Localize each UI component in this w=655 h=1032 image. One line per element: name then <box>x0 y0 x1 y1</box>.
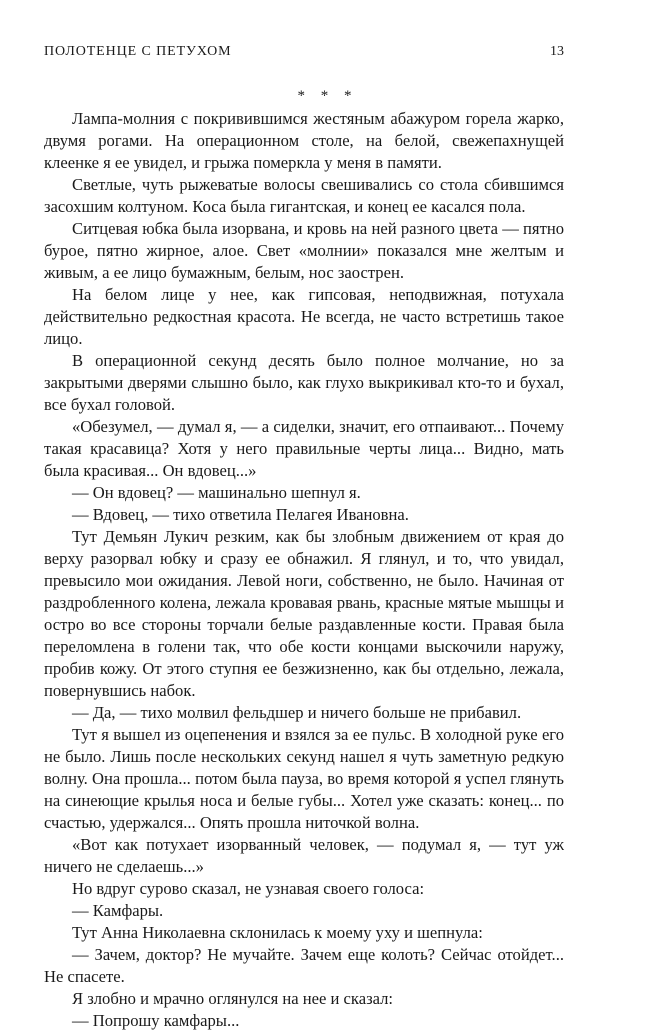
section-separator: * * * <box>297 88 358 104</box>
paragraph: Ситцевая юбка была изорвана, и кровь на ней разного цвета — пятно бурое, пятно жирное, алое. Свет «молнии» показался мне желтым и живым, а ее лицо бумажным, белым, нос заострен. <box>44 219 564 282</box>
paragraph: Лампа-молния с покривившимся жестяным абажуром горела жарко, двумя рогами. На операционном столе, на белой, свежепахнущей клеенке я ее увидел, и грыжа померкла у меня в памяти. <box>44 109 564 172</box>
paragraph: — Зачем, доктор? Не мучайте. Зачем еще колоть? Сейчас отойдет... Не спасете. <box>44 945 564 986</box>
paragraph: Но вдруг сурово сказал, не узнавая своего голоса: <box>72 879 425 898</box>
paragraph: На белом лице у нее, как гипсовая, неподвижная, потухала действительно редкостная красота. Не всегда, не часто встретишь такое лицо. <box>44 285 564 348</box>
paragraph: Тут Анна Николаевна склонилась к моему уху и шепнула: <box>72 923 483 942</box>
page-number: 13 <box>550 44 564 59</box>
body-text <box>44 108 564 1032</box>
paragraph: — Да, — тихо молвил фельдшер и ничего больше не прибавил. <box>72 703 522 722</box>
page-header <box>44 44 564 64</box>
paragraph: — Камфары. <box>72 901 164 920</box>
paragraph: Я злобно и мрачно оглянулся на нее и сказал: <box>72 989 394 1008</box>
paragraph: — Вдовец, — тихо ответила Пелагея Ивановна. <box>72 505 409 524</box>
paragraph: Тут Демьян Лукич резким, как бы злобным движением от края до верху разорвал юбку и сразу ее обнажил. Я глянул, и то, что увидал, превысило мои ожидания. Левой ноги, собственно, не было. Начиная от раздробленного колена, лежала кровавая рвань, красные мятые мышцы и остро во все стороны торчали белые раздавленные кости. Правая была переломлена в голени так, что обе кости концами выскочили наружу, пробив кожу. От этого ступня ее безжизненно, как бы отдельно, лежала, повернувшись набок. <box>44 527 564 700</box>
paragraph: В операционной секунд десять было полное молчание, но за закрытыми дверями слышно было, как глухо выкрикивал кто-то и бухал, все бухал головой. <box>44 351 564 414</box>
paragraph: Светлые, чуть рыжеватые волосы свешивались со стола сбившимся засохшим колтуном. Коса была гигантская, и конец ее касался пола. <box>44 175 564 216</box>
running-title: ПОЛОТЕНЦЕ С ПЕТУХОМ <box>44 44 232 59</box>
paragraph: — Попрошу камфары... <box>72 1011 240 1030</box>
paragraph: — Он вдовец? — машинально шепнул я. <box>72 483 361 502</box>
paragraph: «Обезумел, — думал я, — а сиделки, значит, его отпаивают... Почему такая красавица? Хотя у него правильные черты лица... Видно, мать была красивая... Он вдовец...» <box>44 417 564 480</box>
paragraph: «Вот как потухает изорванный человек, — подумал я, — тут уж ничего не сделаешь...» <box>44 835 564 876</box>
paragraph: Тут я вышел из оцепенения и взялся за ее пульс. В холодной руке его не было. Лишь после нескольких секунд нашел я чуть заметную редкую волну. Она прошла... потом была пауза, во время которой я успел глянуть на синеющие крылья носа и белые губы... Хотел уже сказать: конец... по счастью, удержался... Опять прошла ниточкой волна. <box>44 725 564 832</box>
